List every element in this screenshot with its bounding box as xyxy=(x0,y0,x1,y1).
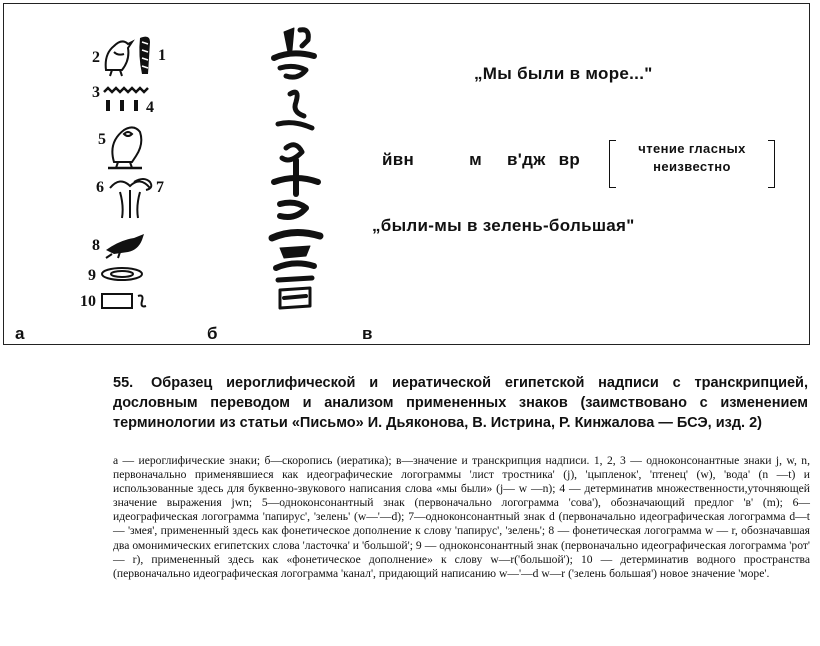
hieratic-column xyxy=(266,24,326,324)
sign-number-2: 2 xyxy=(92,49,100,66)
translit-word-3: в'дж xyxy=(507,150,546,169)
sign-number-4: 4 xyxy=(146,99,154,116)
sign-number-9: 9 xyxy=(88,267,96,284)
sign-number-7: 7 xyxy=(156,179,164,196)
vowel-note-line-2: неизвестно xyxy=(653,159,731,174)
sign-number-6: 6 xyxy=(96,179,104,196)
translation-line-bottom: „были-мы в зелень-большая" xyxy=(372,216,635,235)
translit-word-4: вр xyxy=(558,150,581,169)
canal-icon xyxy=(102,294,146,308)
panel-label-b: б xyxy=(207,324,218,343)
snake-icon xyxy=(134,179,151,190)
figure-frame xyxy=(3,3,810,345)
hieratic-sign-3 xyxy=(290,92,304,116)
panel-label-a: а xyxy=(15,324,25,343)
translation-line-top: „Мы были в море..." xyxy=(474,64,653,83)
hieratic-sign-6 xyxy=(272,232,320,238)
sign-number-1: 1 xyxy=(158,47,166,64)
hieroglyph-column xyxy=(80,26,184,316)
sign-number-8: 8 xyxy=(92,237,100,254)
sign-number-3: 3 xyxy=(92,84,100,101)
hieroglyph-signs xyxy=(80,26,184,316)
hieratic-sign-1 xyxy=(284,28,294,52)
caption-text: Образец иероглифической и иератической египетской надписи с транскрипцией, дословным переводом и анализом примененных знаков (заимствовано с изменением терминологии из статьи «Письмо» И. Дьяконова, В. Истрина, Р. Кинжалова — БСЭ, изд. 2) xyxy=(113,375,808,431)
figure-caption xyxy=(113,373,808,433)
plural-strokes-icon xyxy=(106,100,138,111)
chick-icon xyxy=(106,41,132,76)
translit-word-2: м xyxy=(469,150,482,169)
swallow-icon xyxy=(106,234,144,258)
vowel-note-bracket xyxy=(609,140,775,188)
papyrus-icon xyxy=(110,181,150,218)
figure-number: 55. xyxy=(113,375,134,391)
hieratic-sign-2 xyxy=(280,66,306,77)
explanation-paragraph: а — иероглифические знаки; б—скоропись (иератика); в—значение и транскрипция надписи. 1, 2, 3 — одноконсонантные знаки j, w, n, первоначально применявшиеся как идеографические логограммы 'лист тростника' (j), 'цыпленок', 'птенец' (w), 'вода' (n —t) и использованные здесь для буквенно-звукового написания слова «мы были» (j— w —n); 4 — детерминатив множественности,уточняющей значение выражения jwn; 5—одноконсонантный знак (первоначально логограмма 'сова'), обозначающий предлог 'в' (m); 6—идеографическая логограмма 'папирус', 'зелень' (w—'—d); 7—одноконсонантный знак d (первоначально идеографическая логограмма d—t — 'змея', примененный здесь как фонетическое дополнение к слову 'папирус', 'зелень'; 8 — фонетическая логограмма w — r, обозначавшая два омонимических египетских слова 'ласточка' и 'большой'; 9 — одноконсонантный знак (первоначально идеографическая логограмма 'рот' — r), примененный здесь как «фонетическое дополнение» к слову w—r('большой'); 10 — детерминатив водного пространства (первоначально идеографическая логограмма 'канал', придающий написанию w—'—d w—r ('зелень большая') новое значение 'море'. xyxy=(113,454,810,580)
sign-number-10: 10 xyxy=(80,293,96,310)
mouth-icon xyxy=(102,268,142,280)
hieratic-sign-5 xyxy=(280,203,306,217)
sign-number-5: 5 xyxy=(98,131,106,148)
transliteration-line xyxy=(382,150,580,170)
hieratic-sign-4 xyxy=(282,145,302,160)
water-icon xyxy=(104,88,148,92)
owl-icon xyxy=(108,127,142,168)
explanation-text xyxy=(113,454,810,581)
translit-word-1: йвн xyxy=(382,150,415,169)
vowel-note-line-1: чтение гласных xyxy=(638,141,746,156)
panel-label-v: в xyxy=(362,324,373,343)
